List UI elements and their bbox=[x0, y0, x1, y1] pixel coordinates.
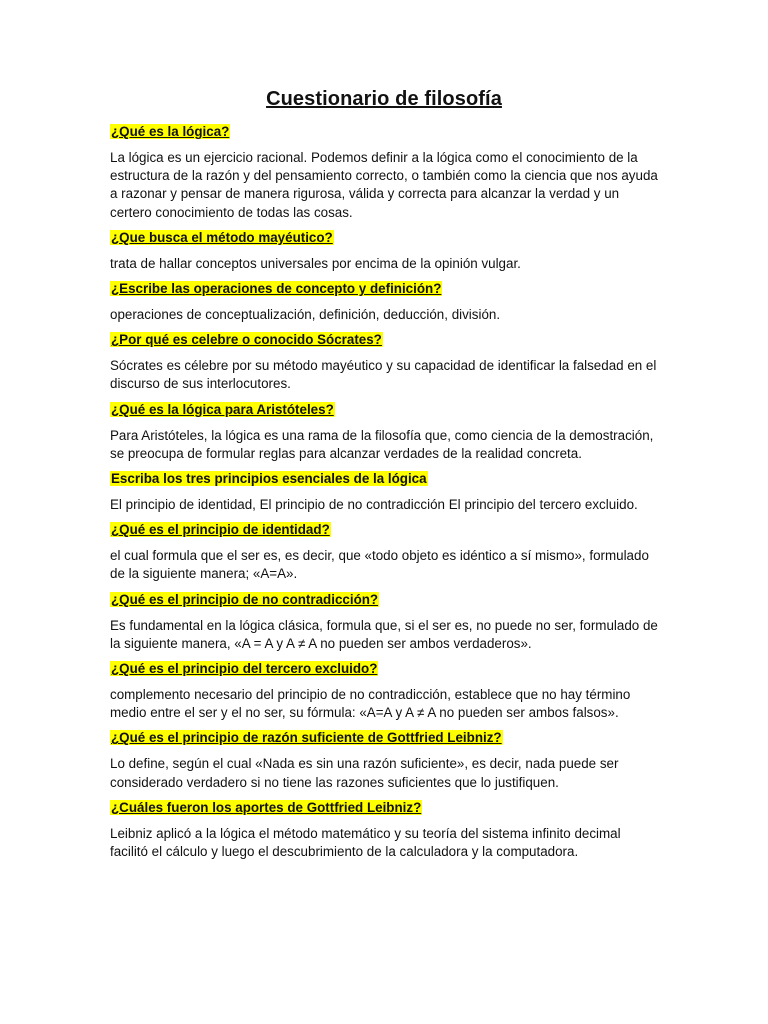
answer-1: La lógica es un ejercicio racional. Podemos definir a la lógica como el conocimiento de la estructura de la razón y del pensamiento correcto, o también como la ciencia que nos ayuda a razonar y pensar de manera rigurosa, válida y correcta para alcanzar la verdad y un certero conocimiento de todas las cosas. bbox=[110, 150, 658, 220]
qa-block-2 bbox=[110, 229, 658, 273]
question-10: ¿Qué es el principio de razón suficiente de Gottfried Leibniz? bbox=[111, 730, 502, 746]
question-4: ¿Por qué es celebre o conocido Sócrates? bbox=[111, 332, 382, 348]
question-3: ¿Escribe las operaciones de concepto y definición? bbox=[111, 281, 442, 297]
answer-3: operaciones de conceptualización, definición, deducción, división. bbox=[110, 307, 501, 323]
question-8: ¿Qué es el principio de no contradicción? bbox=[111, 591, 379, 607]
question-11: ¿Cuáles fueron los aportes de Gottfried Leibniz? bbox=[111, 799, 422, 815]
answer-4: Sócrates es célebre por su método mayéutico y su capacidad de identificar la falsedad en el discurso de sus interlocutores. bbox=[110, 358, 657, 392]
answer-8: Es fundamental en la lógica clásica, formula que, si el ser es, no puede no ser, formulado de la siguiente manera, «A = A y A ≠ A no pueden ser ambos verdaderos». bbox=[110, 617, 658, 651]
question-9: ¿Qué es el principio del tercero excluido? bbox=[111, 661, 378, 677]
qa-block-6 bbox=[110, 470, 658, 514]
question-7: ¿Qué es el principio de identidad? bbox=[111, 522, 330, 538]
answer-5: Para Aristóteles, la lógica es una rama de la filosofía que, como ciencia de la demostración, se preocupa de formular reglas para alcanzar verdades de la realidad concreta. bbox=[110, 427, 654, 461]
question-1: ¿Qué es la lógica? bbox=[111, 124, 230, 139]
answer-7: el cual formula que el ser es, es decir, que «todo objeto es idéntico a sí mismo», formulado de la siguiente manera; «A=A». bbox=[110, 548, 649, 582]
qa-block-1 bbox=[110, 123, 658, 222]
answer-10: Lo define, según el cual «Nada es sin una razón suficiente», es decir, nada puede ser considerado verdadero si no tiene las razones suficientes que lo justifiquen. bbox=[110, 756, 619, 790]
question-5: ¿Qué es la lógica para Aristóteles? bbox=[111, 401, 334, 417]
answer-9: complemento necesario del principio de no contradicción, establece que no hay término medio entre el ser y el no ser, su fórmula: «A=A y A ≠ A no pueden ser ambos falsos». bbox=[110, 687, 631, 721]
document-title: Cuestionario de filosofía bbox=[266, 88, 502, 110]
qa-block-5 bbox=[110, 401, 658, 463]
qa-block-8 bbox=[110, 591, 658, 653]
question-6: Escriba los tres principios esenciales de la lógica bbox=[111, 471, 427, 487]
qa-block-9 bbox=[110, 660, 658, 722]
qa-block-10 bbox=[110, 729, 658, 791]
qa-block-11 bbox=[110, 799, 658, 861]
qa-block-7 bbox=[110, 521, 658, 583]
answer-6: El principio de identidad, El principio de no contradicción El principio del tercero excluido. bbox=[110, 497, 638, 513]
answer-11: Leibniz aplicó a la lógica el método matemático y su teoría del sistema infinito decimal facilitó el cálculo y luego el descubrimiento de la calculadora y la computadora. bbox=[110, 825, 621, 860]
qa-block-4 bbox=[110, 331, 658, 393]
answer-2: trata de hallar conceptos universales por encima de la opinión vulgar. bbox=[110, 255, 521, 271]
qa-block-3 bbox=[110, 280, 658, 324]
question-2: ¿Que busca el método mayéutico? bbox=[111, 229, 333, 245]
